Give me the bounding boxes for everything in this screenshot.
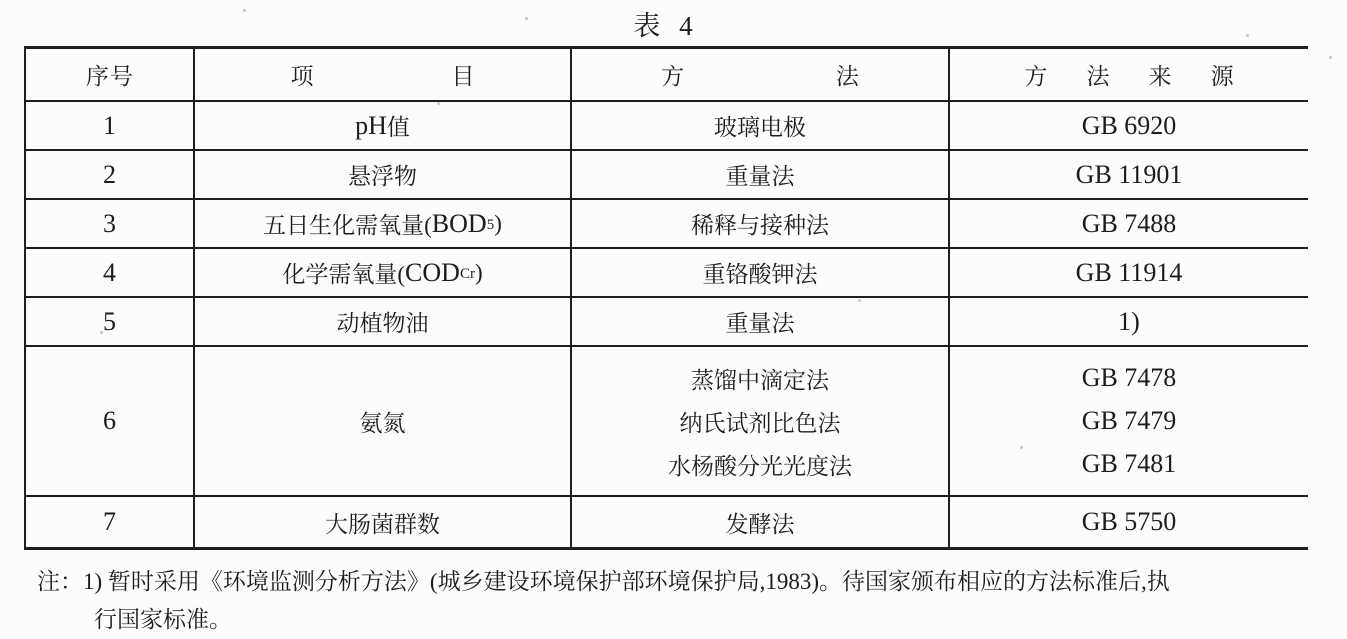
- cell-seq: 5: [103, 306, 116, 336]
- footnote-line-1: 注：1) 暂时采用《环境监测分析方法》(城乡建设环境保护部环境保护局,1983)。待国家颁布相应的方法标准后,执: [37, 569, 1170, 594]
- column-header-source: 方法来源: [948, 49, 1308, 100]
- table-row: [26, 249, 1308, 298]
- cell-item: 五日生化需氧量( BOD $_5$ ): [193, 200, 570, 247]
- cell-source: GB 6920: [948, 102, 1308, 149]
- scan-speckle: [1020, 446, 1023, 449]
- scan-speckle: [243, 9, 246, 12]
- table-row: [26, 298, 1308, 347]
- cell-source-list: [948, 347, 1308, 495]
- cell-item: pH 值: [193, 102, 570, 149]
- source-line: GB 7478: [1081, 363, 1177, 392]
- column-header-seq: 序号: [85, 64, 135, 89]
- table-header-row: [26, 49, 1308, 102]
- scan-speckle: [1329, 56, 1332, 59]
- cell-item: 悬浮物: [193, 151, 570, 198]
- cell-item: 动植物油: [193, 298, 570, 345]
- methods-table: [24, 46, 1308, 550]
- scan-speckle: [100, 331, 103, 334]
- cell-seq: 7: [103, 507, 116, 536]
- table-row: [26, 151, 1308, 200]
- cell-seq: 2: [103, 159, 116, 189]
- cell-seq: 6: [103, 406, 116, 435]
- cell-source: GB 5750: [948, 497, 1308, 547]
- cell-item: 氨氮: [193, 347, 570, 495]
- table-caption: 表 4: [633, 11, 699, 41]
- cell-item: 大肠菌群数: [193, 497, 570, 547]
- cell-method: 玻璃电极: [570, 102, 948, 149]
- footnote-line-2: 行国家标准。: [94, 607, 232, 632]
- method-line: 水杨酸分光光度法: [668, 453, 852, 479]
- source-line: GB 7479: [1081, 406, 1177, 435]
- table-row: [26, 200, 1308, 249]
- cell-seq: 4: [103, 257, 116, 287]
- cell-source: GB 11914: [948, 249, 1308, 296]
- scan-speckle: [858, 299, 861, 302]
- table-row: [26, 102, 1308, 151]
- cell-item: 化学需氧量( COD $_{Cr}$ ): [193, 249, 570, 296]
- cell-seq: 3: [103, 208, 116, 238]
- method-line: 纳氏试剂比色法: [679, 410, 841, 436]
- cell-method: 发酵法: [570, 497, 948, 547]
- cell-method: 稀释与接种法: [570, 200, 948, 247]
- column-header-item: 项目: [193, 49, 570, 100]
- cell-method: 重量法: [570, 151, 948, 198]
- cell-method-list: [570, 347, 948, 495]
- cell-method: 重量法: [570, 298, 948, 345]
- source-line: GB 7481: [1081, 449, 1177, 478]
- footnote: [37, 563, 1337, 639]
- table-row: [26, 347, 1308, 497]
- method-line: 蒸馏中滴定法: [691, 367, 829, 393]
- cell-source: GB 7488: [948, 200, 1308, 247]
- table-row: [26, 497, 1308, 547]
- cell-source: GB 11901: [948, 151, 1308, 198]
- scan-speckle: [525, 17, 528, 20]
- cell-seq: 1: [103, 110, 116, 140]
- column-header-method: 方法: [570, 49, 948, 100]
- cell-method: 重铬酸钾法: [570, 249, 948, 296]
- scan-speckle: [437, 102, 440, 105]
- scan-speckle: [1246, 34, 1249, 37]
- cell-source: 1): [948, 298, 1308, 345]
